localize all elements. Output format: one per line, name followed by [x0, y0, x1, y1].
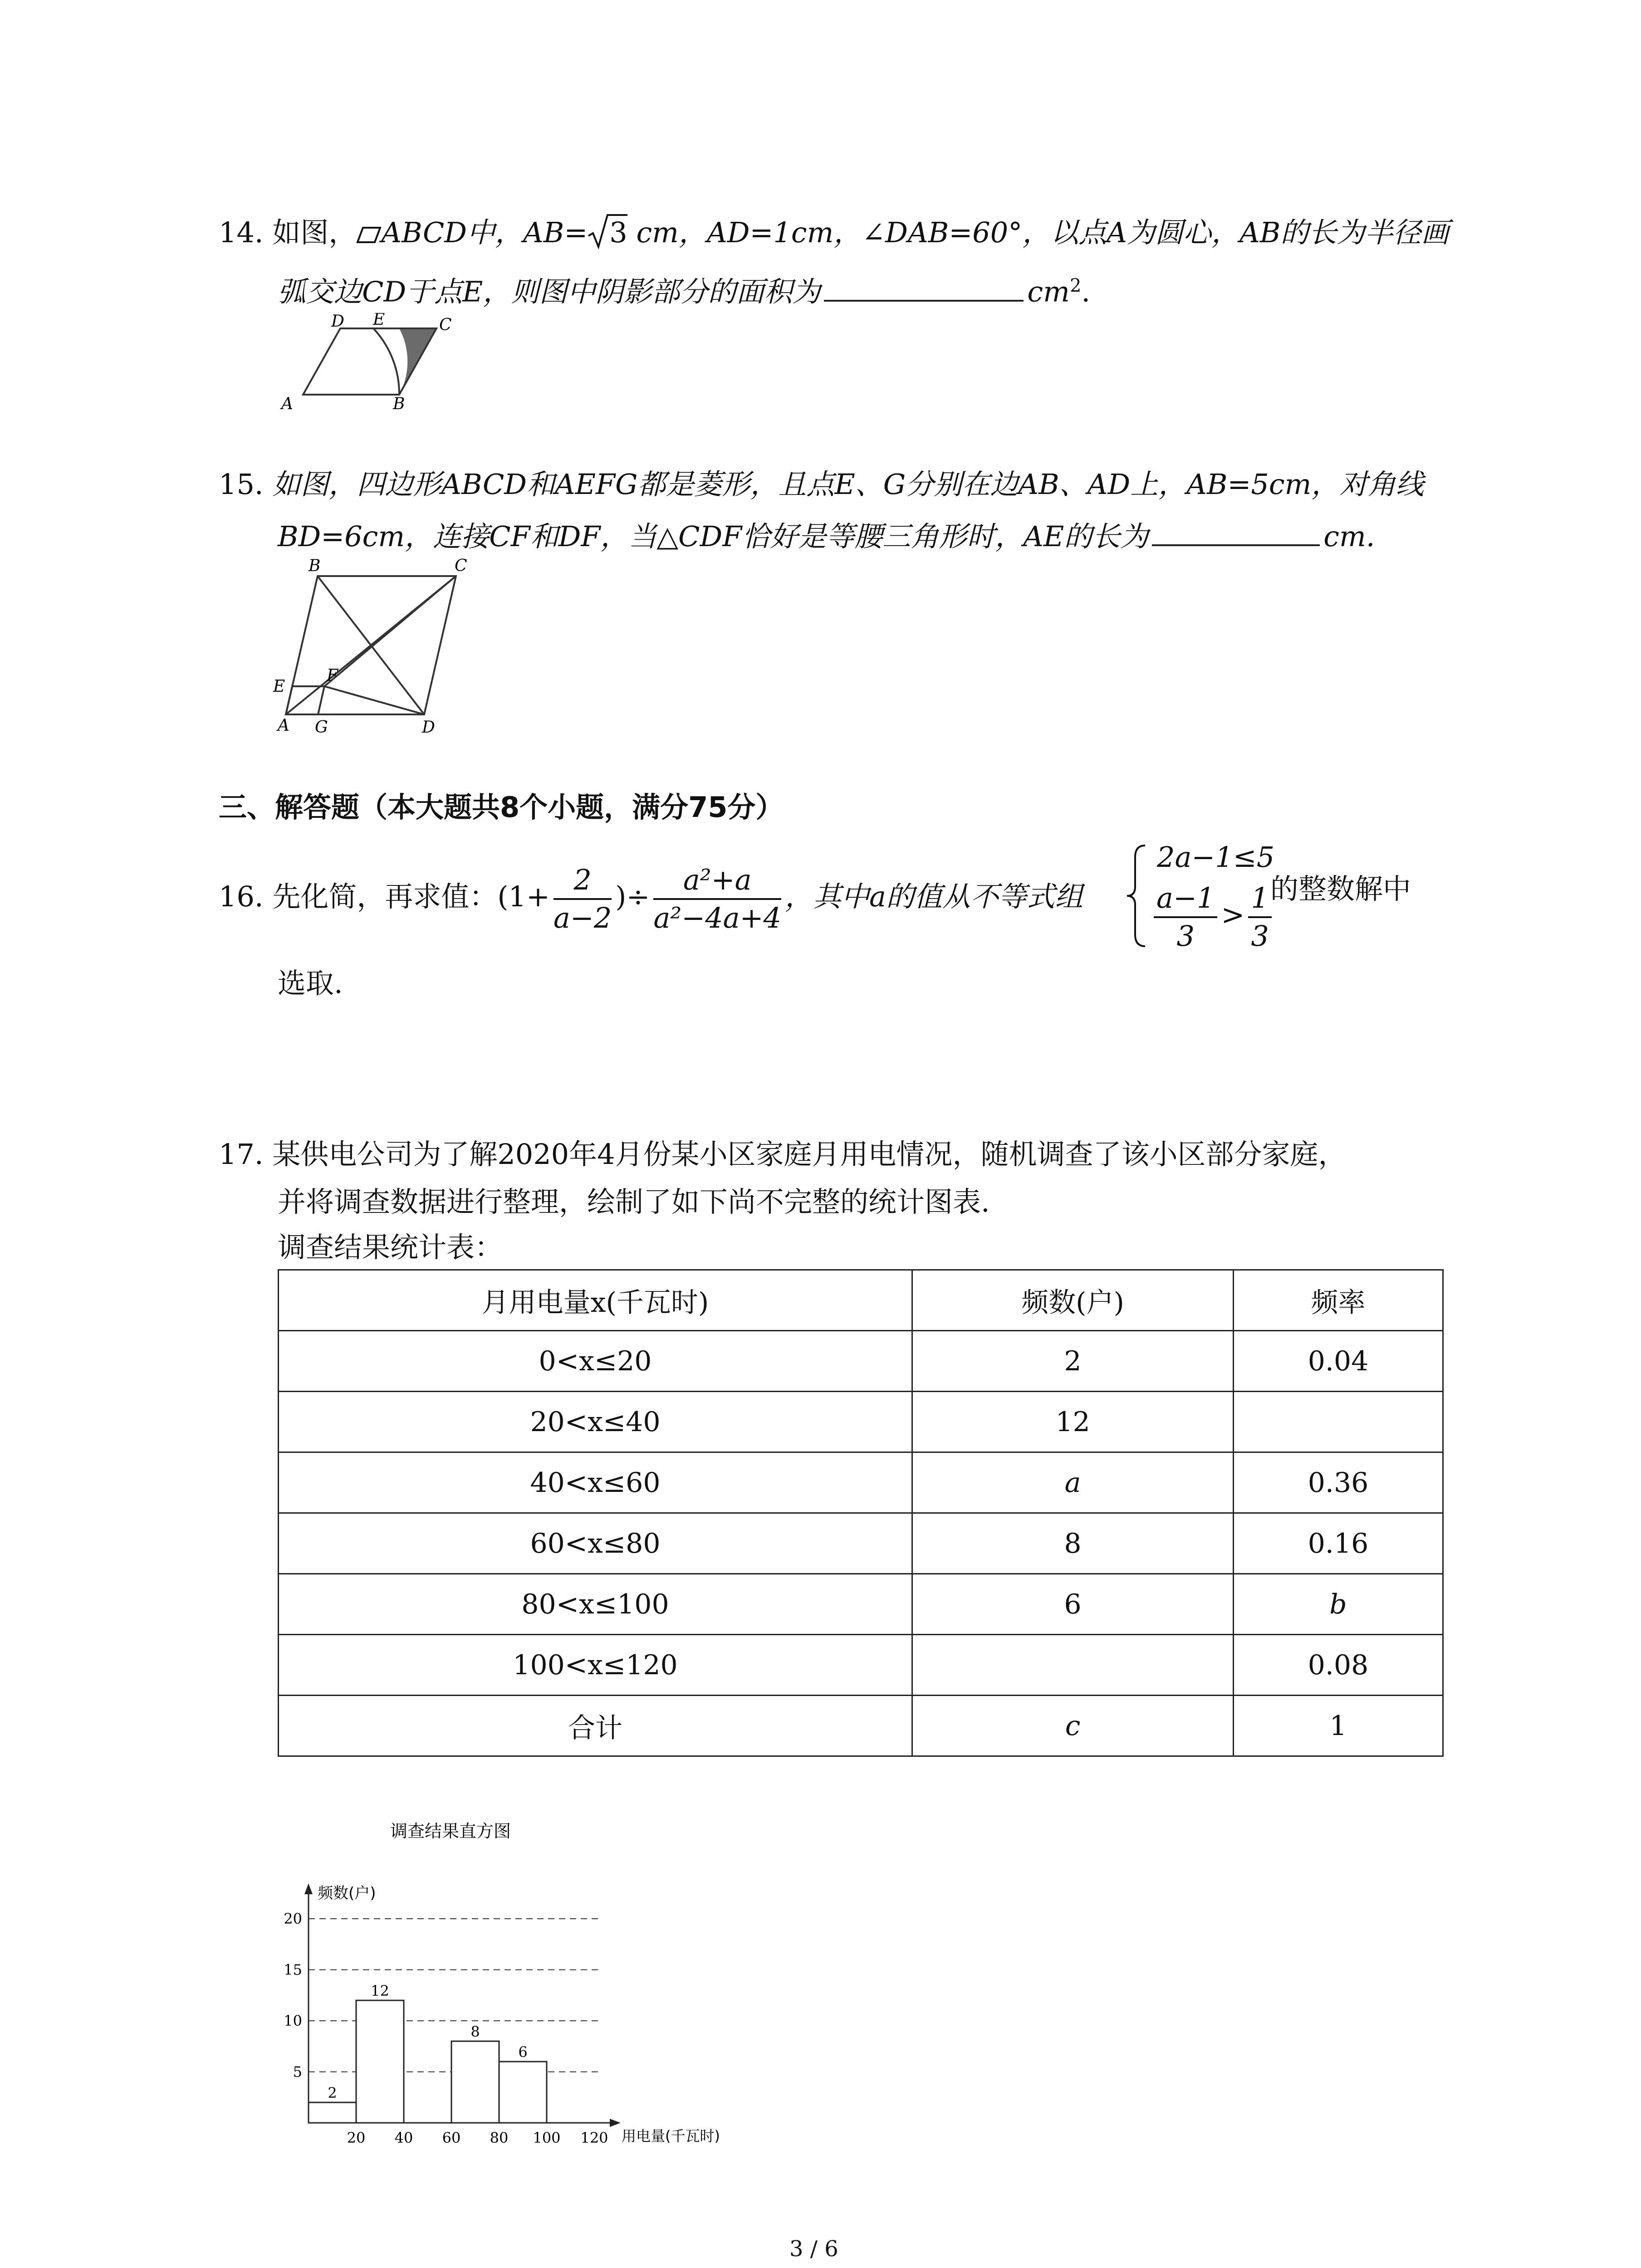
q16-fraction-2: $\frac{\text{a²+a}}{\text{a²−4a+4}}$	[653, 862, 781, 936]
chart-bar	[309, 2102, 356, 2123]
table-row	[279, 1574, 1443, 1635]
table-cell: 1	[1234, 1696, 1443, 1756]
chart-x-tick-label: 100	[533, 2129, 561, 2146]
table-cell: 合计	[279, 1696, 912, 1756]
table-cell: 60<x≤80	[279, 1513, 912, 1574]
q14-label-e: E	[373, 313, 385, 329]
table-header-cell: 频数(户)	[912, 1270, 1234, 1331]
q14-number: 14.	[219, 216, 264, 249]
q16-text-end: 的整数解中	[1270, 872, 1411, 905]
table-header-row	[279, 1270, 1443, 1331]
chart-bar-label: 8	[470, 2023, 480, 2040]
q17-line2: 并将调查数据进行整理，绘制了如下尚不完整的统计图表.	[278, 1185, 990, 1218]
q15-figure	[272, 556, 481, 737]
q14-label-d: D	[331, 313, 344, 331]
q16-number: 16.	[219, 880, 264, 914]
table-header-cell: 频率	[1234, 1270, 1443, 1331]
chart-bar-label: 12	[371, 1982, 389, 1999]
q17-number: 17.	[219, 1138, 264, 1171]
q15-label-g: G	[315, 718, 328, 737]
stats-table	[278, 1269, 1444, 1757]
q14-line2: 弧交边CD于点E，则图中阴影部分的面积为 $cm^2$.	[278, 263, 1090, 315]
chart-bar	[356, 2000, 404, 2123]
table-cell: c	[912, 1696, 1234, 1756]
table-cell: 2	[912, 1331, 1234, 1392]
table-header-cell: 月用电量x(千瓦时)	[279, 1270, 912, 1331]
q15-number: 15.	[219, 468, 264, 501]
q16-line2: 选取.	[278, 967, 343, 1000]
table-cell: 6	[912, 1574, 1234, 1635]
table-row	[279, 1331, 1443, 1392]
chart-y-tick-label: 15	[284, 1961, 302, 1979]
q14-line1: 14. 如图， ABCD中，AB= 3 cm，AD=1cm，∠DAB=60°，以点A为圆心，AB的长为半径画	[219, 210, 1449, 255]
chart-x-tick-label: 80	[490, 2129, 509, 2146]
q15-label-a: A	[278, 716, 289, 735]
chart-y-tick-label: 20	[284, 1910, 302, 1927]
table-cell: 0.04	[1234, 1331, 1443, 1392]
q17-line1: 17. 某供电公司为了解2020年4月份某小区家庭月用电情况，随机调查了该小区部分家庭，	[219, 1138, 1347, 1171]
table-cell: 0.36	[1234, 1452, 1443, 1513]
q16-inequality-2: $\frac{a-1}{3}$ > $\frac{1}{3}$	[1150, 880, 1275, 954]
left-brace-icon	[1125, 844, 1148, 948]
parallelogram-icon	[357, 226, 381, 244]
q14-figure	[268, 313, 463, 413]
table-cell	[912, 1635, 1234, 1696]
chart-y-tick-label: 5	[293, 2063, 302, 2081]
table-cell: 100<x≤120	[279, 1635, 912, 1696]
table-cell: 0<x≤20	[279, 1331, 912, 1392]
chart-x-axis-arrow	[610, 2119, 621, 2127]
chart-y-axis-label: 频数(户)	[318, 1884, 376, 1902]
q15-label-f: F	[327, 666, 338, 685]
chart-y-tick-label: 10	[284, 2012, 302, 2029]
q14-label-a: A	[281, 395, 293, 413]
table-cell: 80<x≤100	[279, 1574, 912, 1635]
table-cell: 40<x≤60	[279, 1452, 912, 1513]
table-row	[279, 1696, 1443, 1756]
q15-label-c: C	[455, 557, 467, 575]
table-cell: 8	[912, 1513, 1234, 1574]
chart-bar	[499, 2062, 547, 2123]
table-cell	[1234, 1392, 1443, 1452]
q16-line1: 16. 先化简，再求值：(1+ $\frac{2}{a-2}$ )÷ $\frac{\text{a²+a}}{\text{a²−4a+4}}$ ，其中a的值从不等式组	[219, 862, 1083, 936]
chart-bar-label: 2	[328, 2084, 337, 2102]
q15-line2: BD=6cm，连接CF和DF，当△CDF恰好是等腰三角形时，AE的长为 cm.	[278, 514, 1375, 559]
chart-x-tick-label: 60	[442, 2129, 461, 2146]
q16-inequality-1: 2a−1≤5	[1157, 841, 1275, 874]
chart-x-axis-label: 用电量(千瓦时)	[622, 2127, 720, 2145]
section3-heading: 三、解答题（本大题共8个小题，满分75分）	[219, 791, 784, 824]
table-cell: 12	[912, 1392, 1234, 1452]
chart-x-tick-label: 120	[580, 2129, 608, 2146]
table-cell: 0.08	[1234, 1635, 1443, 1696]
q15-line1: 15. 如图，四边形ABCD和AEFG都是菱形，且点E、G分别在边AB、AD上，AB=5cm，对角线	[219, 468, 1424, 501]
table-row	[279, 1513, 1443, 1574]
table-cell: 20<x≤40	[279, 1392, 912, 1452]
chart-title: 调查结果直方图	[390, 1821, 511, 1841]
q14-answer-blank[interactable]	[824, 274, 1024, 302]
table-cell: b	[1234, 1574, 1443, 1635]
table-cell: 0.16	[1234, 1513, 1443, 1574]
q15-label-b: B	[309, 557, 321, 575]
histogram-chart	[254, 1810, 789, 2155]
q17-table-title: 调查结果统计表：	[278, 1231, 503, 1264]
chart-x-tick-label: 40	[394, 2129, 413, 2146]
q14-label-c: C	[439, 316, 452, 334]
table-row	[279, 1635, 1443, 1696]
q15-label-e: E	[273, 677, 285, 696]
chart-bar	[451, 2041, 499, 2123]
q15-label-d: D	[422, 718, 435, 737]
page-number: 3 / 6	[789, 2236, 838, 2262]
q14-arc	[373, 328, 399, 395]
chart-y-axis-arrow	[304, 1883, 313, 1894]
q14-label-b: B	[393, 395, 405, 413]
sqrt-sign-icon	[588, 213, 609, 249]
q16-fraction-1: $\frac{2}{a-2}$	[554, 862, 612, 936]
q15-answer-blank[interactable]	[1152, 518, 1320, 546]
table-row	[279, 1452, 1443, 1513]
chart-bar-label: 6	[518, 2043, 528, 2061]
table-row	[279, 1392, 1443, 1452]
table-cell: a	[912, 1452, 1234, 1513]
chart-x-tick-label: 20	[347, 2129, 366, 2146]
